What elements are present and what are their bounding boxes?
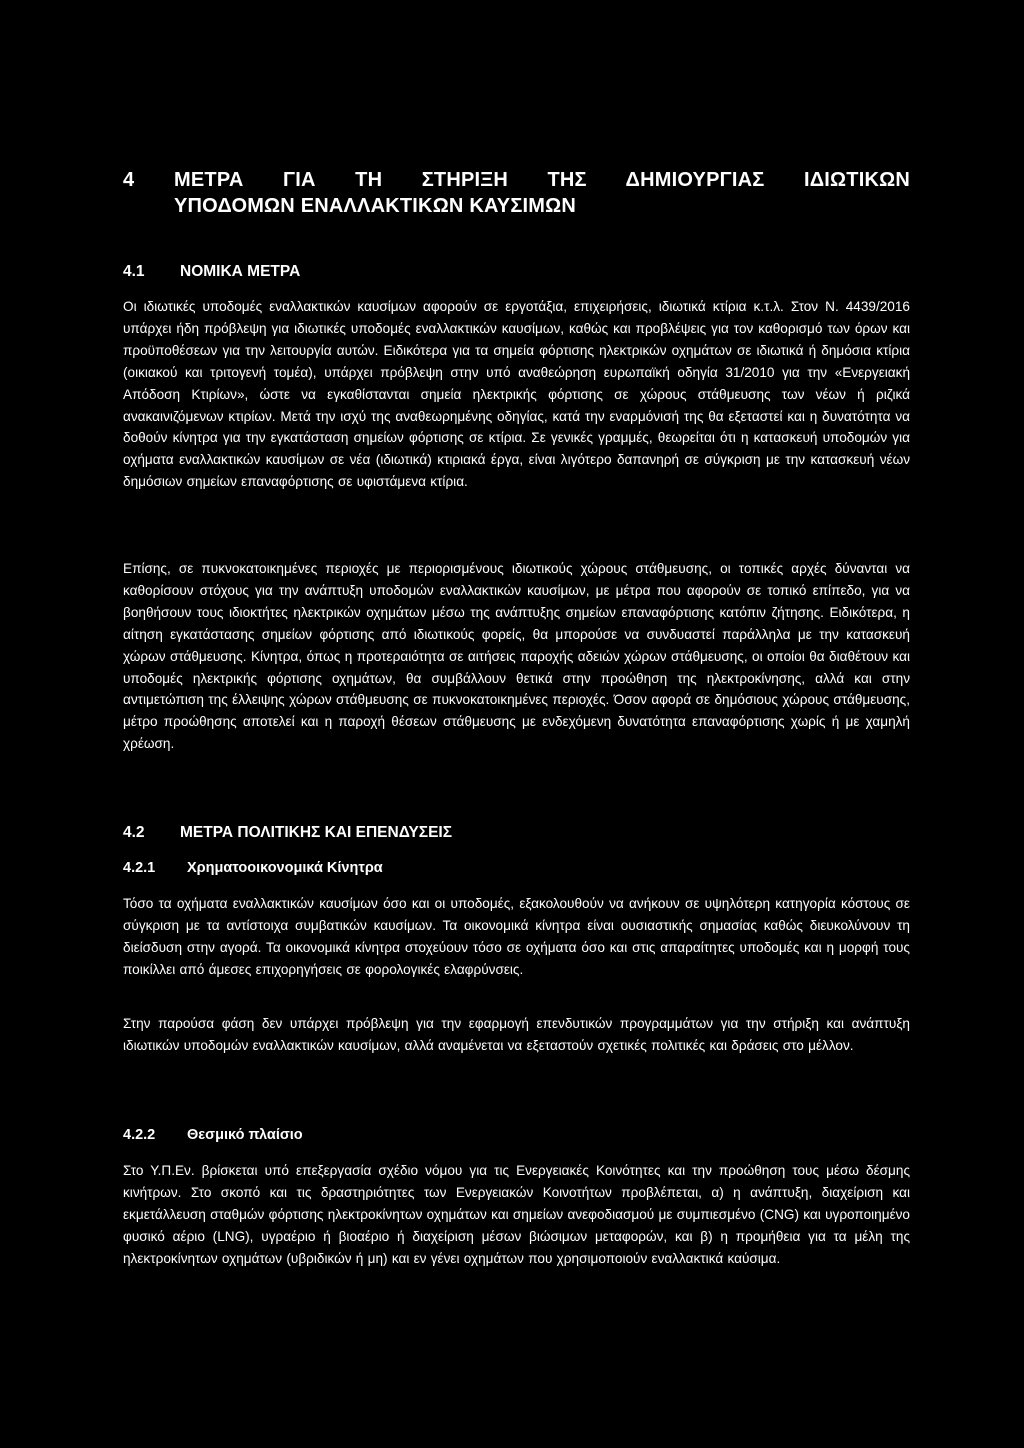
section-4-heading — [123, 167, 910, 219]
section-4-2-1-title: Χρηματοοικονομικά Κίνητρα — [187, 860, 383, 876]
section-4-2-number: 4.2 — [123, 824, 145, 841]
section-4-1-paragraph-1: Οι ιδιωτικές υποδομές εναλλακτικών καυσίμων αφορούν σε εργοτάξια, επιχειρήσεις, ιδιωτικά κτίρια κ.τ.λ. Στον Ν. 4439/2016 υπάρχει ήδη πρόβλεψη για ιδιωτικές υποδομές εναλλακτικών καυσίμων, καθώς και προβλέψεις για τον καθορισμό των όρων και προϋποθέσεων για την λειτουργία αυτών. Ειδικότερα για τα σημεία φόρτισης ηλεκτρικών οχημάτων σε ιδιωτικά ή δημόσια κτίρια (οικιακού και τριτογενή τομέα), υπάρχει πρόβλεψη στην υπό αναθεώρηση ευρωπαϊκή οδηγία 31/2010 για την «Ενεργειακή Απόδοση Κτιρίων», ώστε να εγκαθίστανται σημεία ηλεκτρικής φόρτισης σε χώρους στάθμευσης των νέων ή ριζικά ανακαινιζόμενων κτιρίων. Μετά την ισχύ της αναθεωρημένης οδηγίας, κατά την εναρμόνισή της θα εξεταστεί και η δυνατότητα να δοθούν κίνητρα για την εγκατάσταση σημείων φόρτισης σε κτίρια. Σε γενικές γραμμές, θεωρείται ότι η κατασκευή υποδομών για οχήματα εναλλακτικών καυσίμων σε νέα (ιδιωτικά) κτιριακά έργα, είναι λιγότερο δαπανηρή σε σύγκριση με την κατασκευή νέων δημόσιων σημείων επαναφόρτισης σε υφιστάμενα κτίρια. — [123, 299, 910, 490]
section-4-1-number: 4.1 — [123, 263, 145, 280]
section-4-2-1-paragraph-2: Στην παρούσα φάση δεν υπάρχει πρόβλεψη για την εφαρμογή επενδυτικών προγραμμάτων για την στήριξη και ανάπτυξη ιδιωτικών υποδομών εναλλακτικών καυσίμων, αλλά αναμένεται να εξεταστούν σχετικές πολιτικές και δράσεις στο μέλλον. — [123, 1016, 910, 1053]
section-4-2-2-heading — [123, 1125, 303, 1145]
section-4-2-2-number: 4.2.2 — [123, 1127, 156, 1143]
section-4-2-2-paragraph-1: Στο Υ.Π.Εν. βρίσκεται υπό επεξεργασία σχέδιο νόμου για τις Ενεργειακές Κοινότητες και την προώθηση τους μέσω δέσμης κινήτρων. Στο σκοπό και τις δραστηριότητες των Ενεργειακών Κοινοτήτων προβλέπεται, α) η ανάπτυξη, διαχείριση και εκμετάλλευση σταθμών φόρτισης ηλεκτροκίνητων οχημάτων και σημείων ανεφοδιασμού με συμπιεσμένο (CNG) και υγροποιημένο φυσικό αέριο (LNG), υγραέριο ή βιοαέριο ή διαχείριση μέσων βιώσιμων μεταφορών, και β) η προμήθεια για τα μέλη της ηλεκτροκίνητων οχημάτων (υβριδικών ή μη) και εν γένει οχημάτων που χρησιμοποιούν εναλλακτικά καύσιμα. — [123, 1163, 910, 1266]
section-4-2-1-paragraph-1: Τόσο τα οχήματα εναλλακτικών καυσίμων όσο και οι υποδομές, εξακολουθούν να ανήκουν σε υψηλότερη κατηγορία κόστους σε σύγκριση με τα αντίστοιχα συμβατικών καυσίμων. Τα οικονομικά κίνητρα είναι ουσιαστικής σημασίας καθώς διευκολύνουν τη διείσδυση στην αγορά. Τα οικονομικά κίνητρα στοχεύουν τόσο σε οχήματα όσο και στις απαραίτητες υποδομές και η μορφή τους ποικίλλει από άμεσες επιχορηγήσεις σε φορολογικές ελαφρύνσεις. — [123, 896, 910, 977]
section-4-2-title: ΜΕΤΡΑ ΠΟΛΙΤΙΚΗΣ ΚΑΙ ΕΠΕΝΔΥΣΕΙΣ — [180, 824, 453, 841]
section-4-number: 4 — [123, 169, 135, 191]
section-4-1-title: ΝΟΜΙΚΑ ΜΕΤΡΑ — [180, 263, 301, 280]
section-4-2-heading — [123, 823, 452, 843]
section-4-title-line2: ΥΠΟΔΟΜΩΝ ΕΝΑΛΛΑΚΤΙΚΩΝ ΚΑΥΣΙΜΩΝ — [174, 195, 577, 217]
section-4-1-paragraph-2: Επίσης, σε πυκνοκατοικημένες περιοχές με περιορισμένους ιδιωτικούς χώρους στάθμευσης, οι τοπικές αρχές δύνανται να καθορίσουν στόχους για την ανάπτυξη υποδομών εναλλακτικών καυσίμων, με μέτρα που αφορούν σε τοπικό επίπεδο, για να βοηθήσουν τους ιδιοκτήτες ηλεκτρικών οχημάτων μέσω της ανάπτυξης σημείων επαναφόρτισης κατόπιν ζήτησης. Ειδικότερα, η αίτηση εγκατάστασης σημείων φόρτισης από ιδιωτικούς φορείς, θα μπορούσε να συνδυαστεί παράλληλα με την κατασκευή χώρων στάθμευσης. Κίνητρα, όπως η προτεραιότητα σε αιτήσεις παροχής αδειών χώρων στάθμευσης, οι οποίοι θα διαθέτουν και υποδομές ηλεκτρικής φόρτισης οχημάτων, θα συμβάλλουν θετικά στην προώθηση της ηλεκτροκίνησης, αλλά και στην αντιμετώπιση της έλλειψης χώρων στάθμευσης σε πυκνοκατοικημένες περιοχές. Όσον αφορά σε δημόσιους χώρους στάθμευσης, μέτρο προώθησης αποτελεί και η παροχή θέσεων στάθμευσης με ενδεχόμενη δυνατότητα επαναφόρτισης χωρίς ή με χαμηλή χρέωση. — [123, 561, 910, 752]
section-4-title-line1: ΜΕΤΡΑ ΓΙΑ ΤΗ ΣΤΗΡΙΞΗ ΤΗΣ ΔΗΜΙΟΥΡΓΙΑΣ ΙΔΙΩΤΙΚΩΝ — [174, 169, 910, 191]
section-4-2-1-number: 4.2.1 — [123, 860, 156, 876]
section-4-2-2-title: Θεσμικό πλαίσιο — [187, 1127, 303, 1143]
section-4-2-1-heading — [123, 858, 383, 878]
section-4-1-heading — [123, 262, 300, 282]
section-4-title — [174, 167, 910, 219]
